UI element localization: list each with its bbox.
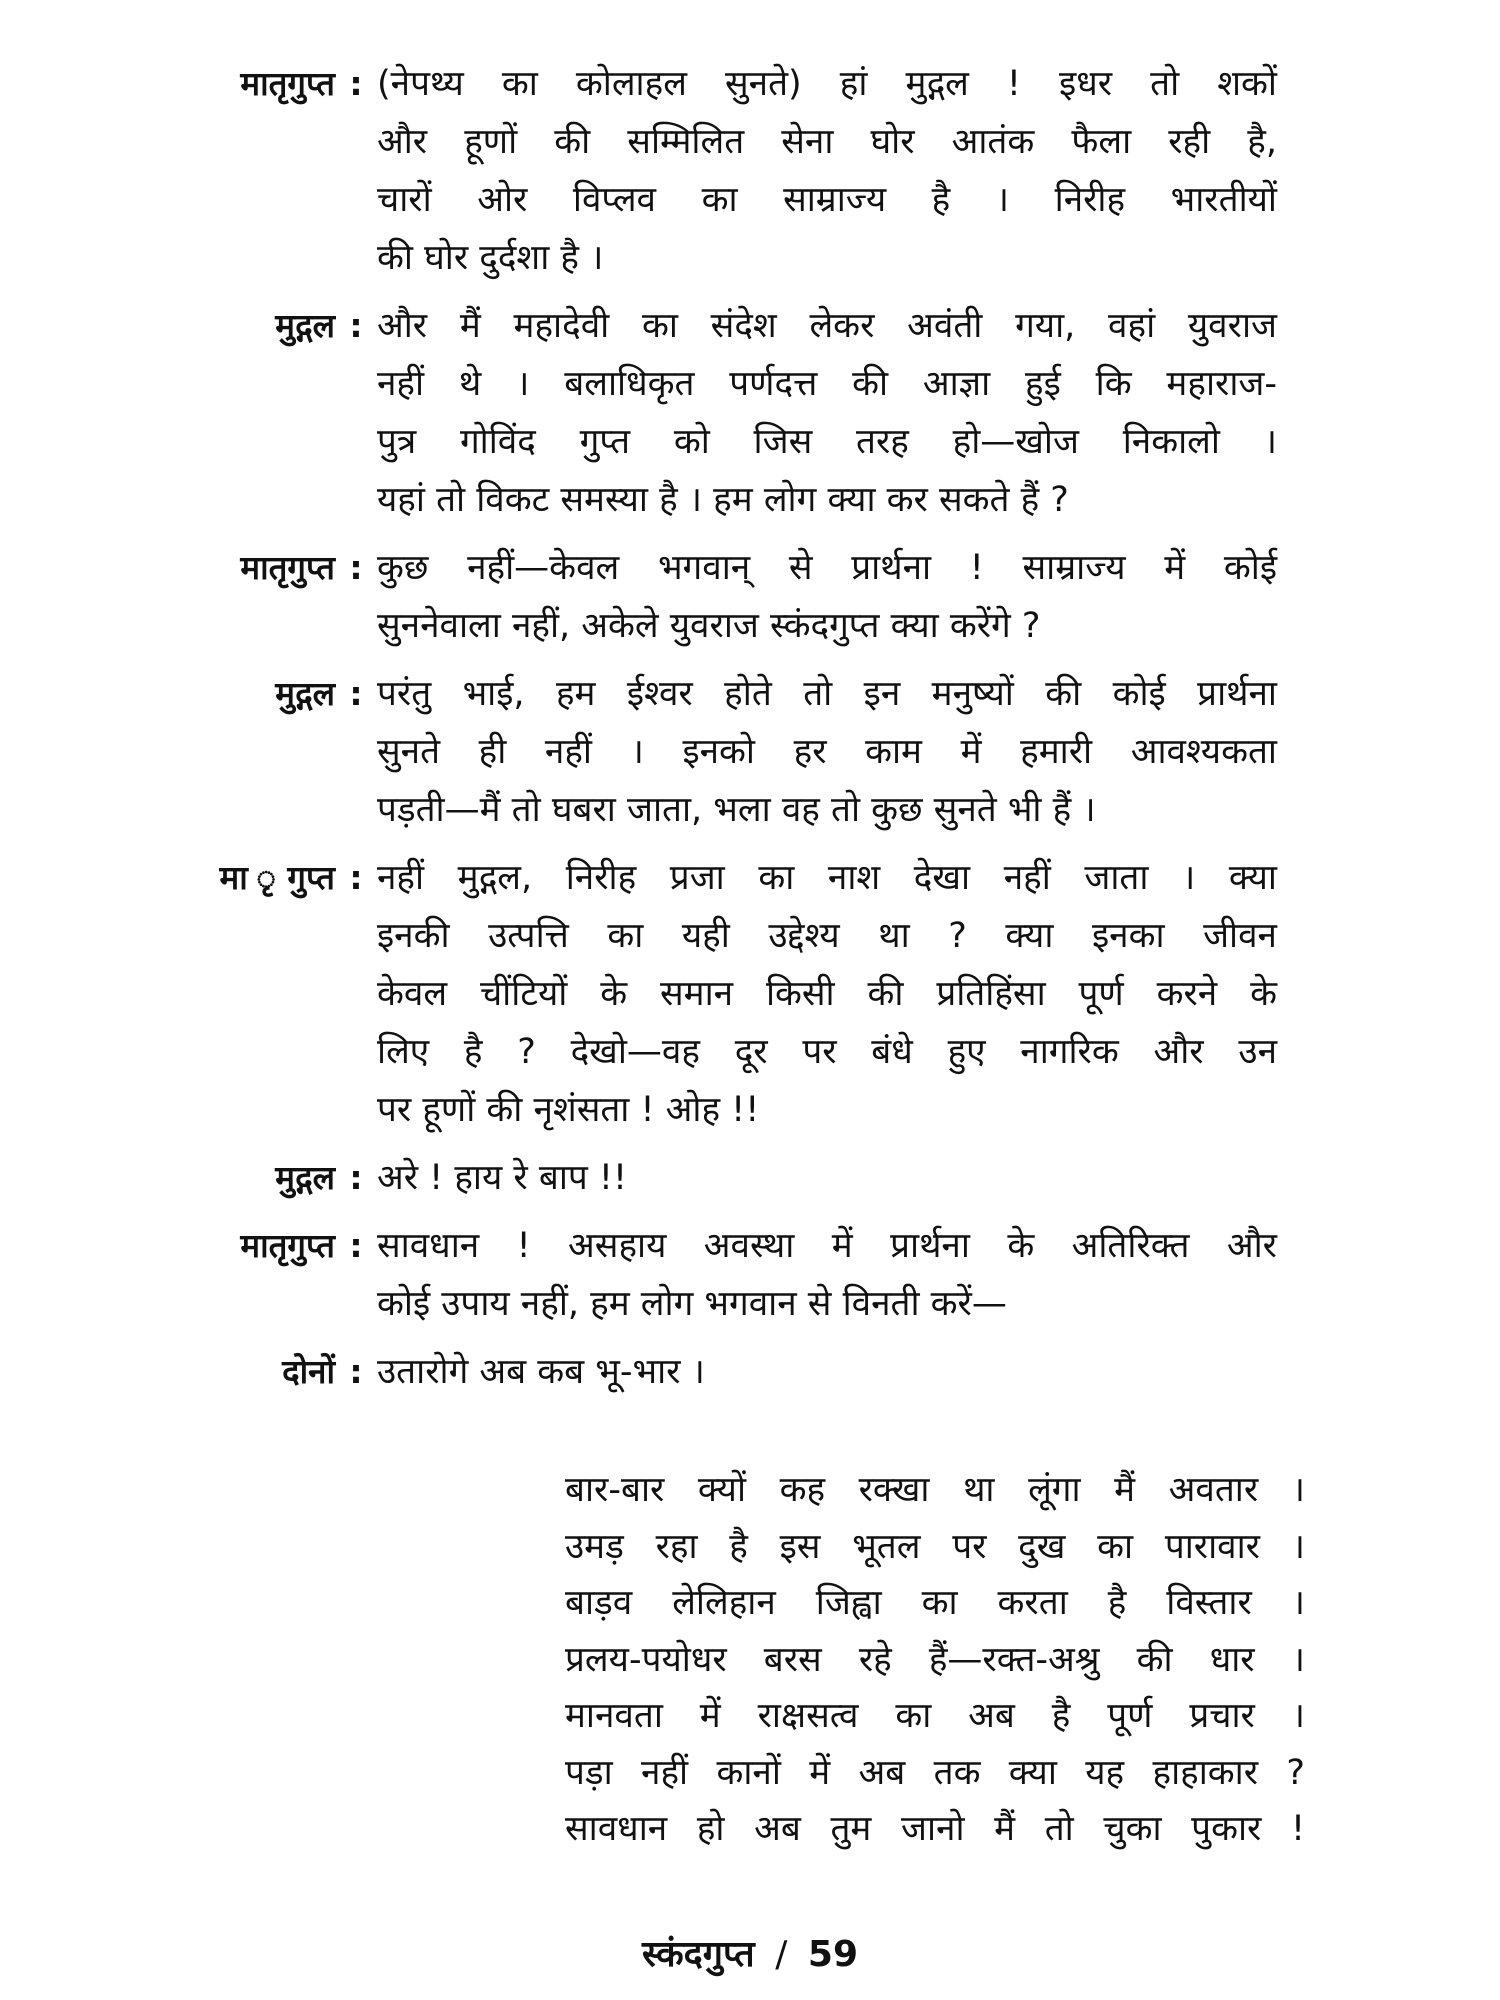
speaker-name: मुद्गल [275, 1158, 335, 1197]
speech-line: (नेपथ्य का कोलाहल सुनते) हां मुद्गल ! इधर तो शकों [377, 64, 1277, 104]
speech-line: उतारोगे अब कब भू-भार । [377, 1352, 705, 1392]
speaker-colon: : [349, 1352, 363, 1391]
verse-line: मानवता में राक्षसत्व का अब है पूर्ण प्रचार । [565, 1696, 1305, 1736]
dialogue-entry [150, 297, 1300, 529]
verse-line: बार-बार क्यों कह रक्खा था लूंगा मैं अवतार । [565, 1470, 1305, 1510]
speaker-colon: : [349, 548, 363, 587]
speech-line: और मैं महादेवी का संदेश लेकर अवंती गया, वहां युवराज [377, 306, 1277, 346]
dialogue-entry [150, 55, 1300, 287]
verse-line: पड़ा नहीं कानों में अब तक क्या यह हाहाकार ? [565, 1752, 1305, 1793]
speaker-colon: : [349, 1158, 363, 1197]
speech-text [377, 1217, 1277, 1333]
speech-text [377, 1149, 1277, 1207]
speech-line: कोई उपाय नहीं, हम लोग भगवान से विनती करें— [377, 1284, 1007, 1324]
speaker-colon: : [349, 306, 363, 345]
speech-text [377, 849, 1277, 1139]
speech-line: सुनते ही नहीं । इनको हर काम में हमारी आवश्यकता [377, 732, 1277, 772]
speaker-colon: : [349, 858, 363, 897]
speech-text [377, 55, 1277, 287]
dialogue-section [150, 55, 1300, 1411]
speaker-name: मा ृ गुप्त [219, 858, 335, 897]
speaker-colon: : [349, 1226, 363, 1265]
dialogue-entry [150, 539, 1300, 655]
verse-line: उमड़ रहा है इस भूतल पर दुख का पारावार । [565, 1526, 1305, 1567]
speaker-name: मातृगुप्त [240, 1226, 335, 1265]
verse-line: बाड़व लेलिहान जिह्वा का करता है विस्तार । [565, 1583, 1305, 1623]
dialogue-entry [150, 1149, 1300, 1207]
speech-line: केवल चींटियों के समान किसी की प्रतिहिंसा पूर्ण करने के [377, 974, 1277, 1014]
footer-separator: / [775, 1934, 788, 1975]
speech-line: पड़ती—मैं तो घबरा जाता, भला वह तो कुछ सुनते भी हैं । [377, 790, 1096, 830]
page-footer [0, 1928, 1500, 1977]
speech-line: कुछ नहीं—केवल भगवान् से प्रार्थना ! साम्राज्य में कोई [377, 548, 1277, 588]
speaker-colon: : [349, 674, 363, 713]
speech-line: पुत्र गोविंद गुप्त को जिस तरह हो—खोज निकालो । [377, 422, 1277, 462]
speech-line: और हूणों की सम्मिलित सेना घोर आतंक फैला रही है, [377, 122, 1277, 162]
dialogue-entry [150, 665, 1300, 839]
speech-line: सावधान ! असहाय अवस्था में प्रार्थना के अतिरिक्त और [377, 1226, 1277, 1266]
dialogue-entry [150, 849, 1300, 1139]
verse-section [565, 1462, 1305, 1858]
speech-text [377, 665, 1277, 839]
speech-line: चारों ओर विप्लव का साम्राज्य है । निरीह भारतीयों [377, 180, 1277, 220]
speaker-name: मुद्गल [275, 674, 335, 713]
speech-text [377, 297, 1277, 529]
speaker-colon: : [349, 64, 363, 103]
book-title: स्कंदगुप्त [642, 1934, 755, 1975]
dialogue-entry [150, 1343, 1300, 1401]
page-number: 59 [807, 1934, 858, 1975]
speech-line: परंतु भाई, हम ईश्वर होते तो इन मनुष्यों की कोई प्रार्थना [377, 674, 1277, 714]
speech-line: पर हूणों की नृशंसता ! ओह !! [377, 1090, 760, 1130]
speech-line: अरे ! हाय रे बाप !! [377, 1158, 627, 1198]
speech-text [377, 539, 1277, 655]
speech-line: की घोर दुर्दशा है । [377, 238, 604, 278]
speech-line: यहां तो विकट समस्या है । हम लोग क्या कर सकते हैं ? [377, 480, 1069, 520]
verse-line: प्रलय-पयोधर बरस रहे हैं—रक्त-अश्रु की धार । [565, 1639, 1305, 1680]
speech-line: नहीं मुद्गल, निरीह प्रजा का नाश देखा नहीं जाता । क्या [377, 858, 1277, 898]
speaker-name: मातृगुप्त [240, 548, 335, 587]
speech-line: नहीं थे । बलाधिकृत पर्णदत्त की आज्ञा हुई कि महाराज- [377, 364, 1277, 404]
speech-line: इनकी उत्पत्ति का यही उद्देश्य था ? क्या इनका जीवन [377, 916, 1277, 956]
speech-text [377, 1343, 1277, 1401]
speaker-name: मुद्गल [275, 306, 335, 345]
speech-line: सुननेवाला नहीं, अकेले युवराज स्कंदगुप्त क्या करेंगे ? [377, 606, 1041, 646]
speech-line: लिए है ? देखो—वह दूर पर बंधे हुए नागरिक और उन [377, 1032, 1277, 1072]
speaker-name: मातृगुप्त [240, 64, 335, 103]
verse-line: सावधान हो अब तुम जानो मैं तो चुका पुकार ! [565, 1809, 1305, 1849]
speaker-name: दोनों [282, 1352, 335, 1391]
dialogue-entry [150, 1217, 1300, 1333]
